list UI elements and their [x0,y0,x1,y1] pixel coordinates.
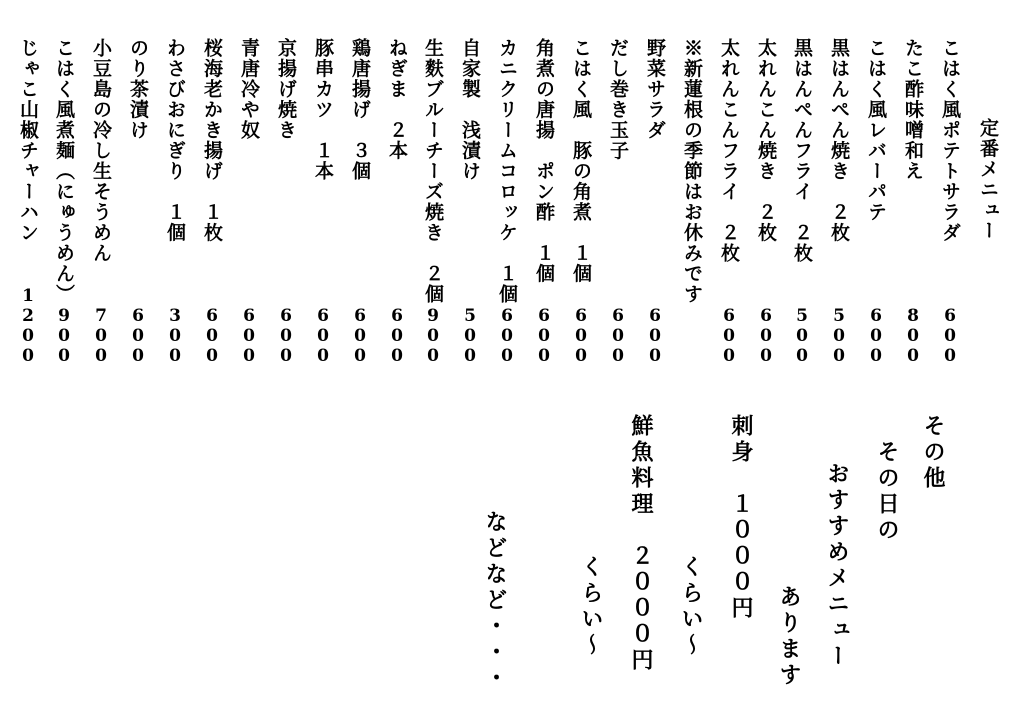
price-digit: 0 [464,346,476,366]
menu-item-name: 太れんこんフライ ２枚 [718,38,740,264]
menu-item-name: ※新蓮根の季節はお休みです [681,38,703,305]
menu-item-name: こはく風レバーパテ [865,38,887,223]
price-digit: 0 [243,346,255,366]
price-digit: 0 [575,346,587,366]
menu-item-name: 黒はんぺんフライ ２枚 [791,38,813,264]
price-digit: 0 [280,346,292,366]
price-digit: 6 [870,306,882,326]
price-digit: 0 [796,326,808,346]
price-digit: 6 [391,306,403,326]
price-digit: 6 [944,306,956,326]
price-digit: 0 [944,346,956,366]
menu-item-name: カニクリームコロッケ １個 [496,38,518,305]
price-digit: 0 [317,326,329,346]
price-digit: 0 [427,346,439,366]
price-digit: 0 [95,346,107,366]
price-digit: 0 [391,326,403,346]
available-text: あります [776,585,802,689]
price-digit: 6 [649,306,661,326]
price-digit: 0 [464,326,476,346]
price-digit: 0 [796,346,808,366]
menu-item-name: 青唐冷や奴 [238,38,260,141]
price-digit: 0 [427,326,439,346]
price-digit: 6 [354,306,366,326]
price-digit: 0 [723,346,735,366]
menu-item-name: 豚串カツ １本 [312,38,334,182]
menu-item-name: わさびおにぎり １個 [164,38,186,243]
menu-item-name: こはく風 豚の角煮 １個 [570,38,592,284]
menu-item-name: 桜海老かき揚げ １枚 [201,38,223,243]
price-digit: 6 [317,306,329,326]
price-digit: 0 [132,326,144,346]
price-digit: 0 [22,346,34,366]
menu-item-name: 角煮の唐揚 ポン酢 １個 [533,38,555,284]
price-digit: 8 [907,306,919,326]
price-digit: 0 [501,326,513,346]
menu-item-name: 黒はんぺん焼き ２枚 [828,38,850,243]
price-digit: 0 [538,326,550,346]
price-digit: 0 [612,326,624,346]
price-digit: 0 [243,326,255,346]
price-digit: 0 [391,346,403,366]
price-digit: 0 [58,346,70,366]
menu-item-name: 野菜サラダ [644,38,666,141]
menu-item-name: 小豆島の冷し生そうめん [90,38,112,264]
others-heading: その他 [920,414,946,492]
price-digit: 6 [612,306,624,326]
price-digit: 0 [649,346,661,366]
menu-item-name: こはく風ポテトサラダ [939,38,961,243]
price-digit: 5 [796,306,808,326]
menu-item-name: こはく風煮麺（にゅうめん） [53,38,75,305]
price-digit: 9 [427,306,439,326]
price-digit: 6 [575,306,587,326]
sashimi-approx: くらい〜 [678,555,704,659]
price-digit: 5 [833,306,845,326]
price-digit: 0 [833,326,845,346]
menu-item-name: だし巻き玉子 [607,38,629,161]
menu-item-name: 鶏唐揚げ ３個 [349,38,371,182]
price-digit: 0 [169,346,181,366]
menu-item-name: のり茶漬け [127,38,149,141]
menu-item-name: たこ酢味噌和え [902,38,924,182]
menu-item-name: 生麩ブルーチーズ焼き ２個 [422,38,444,305]
price-digit: 6 [723,306,735,326]
menu-item-name: 太れんこん焼き ２枚 [755,38,777,243]
price-digit: 0 [944,326,956,346]
sashimi-line: 刺身 １０００円 [728,414,754,622]
price-digit: 0 [58,326,70,346]
price-digit: 0 [538,346,550,366]
price-digit: 0 [354,346,366,366]
price-digit: 0 [575,326,587,346]
price-digit: 6 [538,306,550,326]
price-digit: 3 [169,306,181,326]
menu-item-name: ねぎま ２本 [386,38,408,161]
menu-heading: 定番メニュー [977,118,999,241]
menu-item-name: 京揚げ焼き [275,38,297,141]
menu-item-name: じゃこ山椒チャーハン [17,38,39,243]
price-digit: 1 [22,286,34,306]
price-digit: 0 [169,326,181,346]
price-digit: 0 [907,326,919,346]
price-digit: 0 [833,346,845,366]
price-digit: 0 [870,326,882,346]
price-digit: 0 [22,326,34,346]
fish-line: 鮮魚料理 ２０００円 [628,414,654,674]
price-digit: 0 [760,326,772,346]
price-digit: 0 [612,346,624,366]
price-digit: 7 [95,306,107,326]
price-digit: 0 [354,326,366,346]
price-digit: 0 [870,346,882,366]
price-digit: 0 [760,346,772,366]
price-digit: 6 [132,306,144,326]
price-digit: 6 [760,306,772,326]
price-digit: 2 [22,306,34,326]
price-digit: 6 [243,306,255,326]
etc-text: などなど・・・ [482,510,508,692]
price-digit: 0 [317,346,329,366]
price-digit: 0 [907,346,919,366]
price-digit: 0 [723,326,735,346]
fish-approx: くらい〜 [578,555,604,659]
price-digit: 0 [501,346,513,366]
price-digit: 6 [280,306,292,326]
price-digit: 5 [464,306,476,326]
price-digit: 0 [649,326,661,346]
price-digit: 9 [58,306,70,326]
price-digit: 0 [206,346,218,366]
price-digit: 0 [206,326,218,346]
recommend-heading: おすすめメニュー [824,462,850,670]
todays-heading: その日の [874,440,900,544]
menu-item-name: 自家製 浅漬け [459,38,481,182]
price-digit: 0 [132,346,144,366]
price-digit: 6 [206,306,218,326]
price-digit: 6 [501,306,513,326]
price-digit: 0 [95,326,107,346]
price-digit: 0 [280,326,292,346]
